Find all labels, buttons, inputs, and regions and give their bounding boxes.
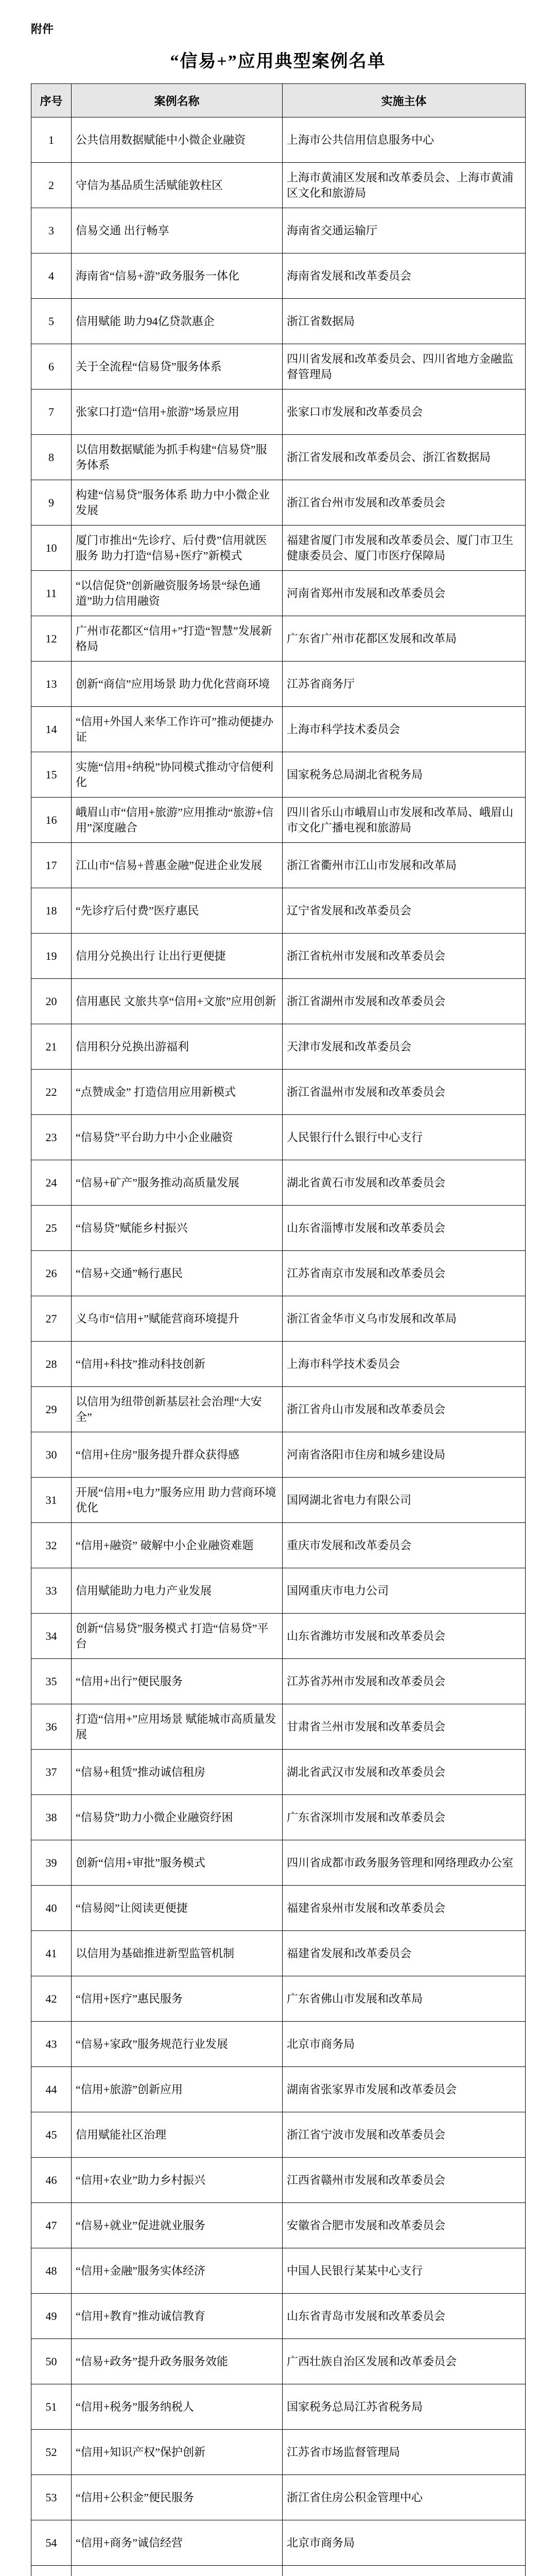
cell-no: 47 bbox=[31, 2203, 72, 2248]
cell-case-name: 守信为基品质生活赋能敦柱区 bbox=[72, 163, 283, 208]
cell-implementer: 广西壮族自治区发展和改革委员会 bbox=[283, 2339, 526, 2384]
cell-implementer: 浙江省杭州市发展和改革委员会 bbox=[283, 934, 526, 979]
cell-case-name: “信用+科技”推动科技创新 bbox=[72, 1342, 283, 1387]
cell-no: 26 bbox=[31, 1251, 72, 1296]
cell-no: 18 bbox=[31, 888, 72, 934]
cell-no: 3 bbox=[31, 208, 72, 253]
table-row bbox=[31, 2203, 526, 2248]
cell-implementer: 国网重庆市电力公司 bbox=[283, 1568, 526, 1614]
cell-no: 16 bbox=[31, 798, 72, 843]
cell-no: 2 bbox=[31, 163, 72, 208]
cell-no: 53 bbox=[31, 2475, 72, 2520]
cell-case-name: 实施“信用+纳税”协同模式推动守信便利化 bbox=[72, 752, 283, 798]
cell-no: 36 bbox=[31, 1704, 72, 1750]
cell-implementer: 甘肃省兰州市发展和改革委员会 bbox=[283, 1704, 526, 1750]
cell-implementer: 福建省发展和改革委员会 bbox=[283, 1931, 526, 1976]
table-row bbox=[31, 1206, 526, 1251]
cell-case-name: “信用+农业”助力乡村振兴 bbox=[72, 2158, 283, 2203]
cell-case-name: “信易贷”赋能乡村振兴 bbox=[72, 1206, 283, 1251]
table-row bbox=[31, 798, 526, 843]
table-row bbox=[31, 1659, 526, 1704]
cell-implementer: 江苏省苏州市发展和改革委员会 bbox=[283, 1659, 526, 1704]
cell-case-name: “信用+住房”服务提升群众获得感 bbox=[72, 1432, 283, 1478]
table-row bbox=[31, 2294, 526, 2339]
cell-implementer: 重庆市发展和改革委员会 bbox=[283, 1523, 526, 1568]
table-row bbox=[31, 662, 526, 707]
cell-no: 39 bbox=[31, 1840, 72, 1886]
cell-no: 45 bbox=[31, 2112, 72, 2158]
cell-implementer: 福建省厦门市发展和改革委员会、厦门市卫生健康委员会、厦门市医疗保障局 bbox=[283, 526, 526, 571]
cell-case-name: 创新“信用+审批”服务模式 bbox=[72, 1840, 283, 1886]
table-row bbox=[31, 1296, 526, 1342]
cell-no: 31 bbox=[31, 1478, 72, 1523]
cell-case-name: 厦门市推出“先诊疗、后付费”信用就医服务 助力打造“信易+医疗”新模式 bbox=[72, 526, 283, 571]
table-row bbox=[31, 1523, 526, 1568]
cell-case-name: 以信用为纽带创新基层社会治理“大安全” bbox=[72, 1387, 283, 1432]
table-row bbox=[31, 117, 526, 163]
cell-no: 30 bbox=[31, 1432, 72, 1478]
cell-case-name: “信用+教育”推动诚信教育 bbox=[72, 2294, 283, 2339]
cell-case-name: 广州市花都区“信用+”打造“智慧”发展新格局 bbox=[72, 616, 283, 662]
cell-no: 29 bbox=[31, 1387, 72, 1432]
cell-implementer: 江西省赣州市发展和改革委员会 bbox=[283, 2158, 526, 2203]
cell-no: 46 bbox=[31, 2158, 72, 2203]
cell-implementer: 江苏省市场监督管理局 bbox=[283, 2430, 526, 2475]
table-row bbox=[31, 888, 526, 934]
cell-no: 43 bbox=[31, 2022, 72, 2067]
cell-no: 25 bbox=[31, 1206, 72, 1251]
table-row bbox=[31, 1342, 526, 1387]
cell-implementer: 广东省广州市花都区发展和改革局 bbox=[283, 616, 526, 662]
cell-implementer: 海南省交通运输厅 bbox=[283, 208, 526, 253]
cell-case-name: “点赞成金” 打造信用应用新模式 bbox=[72, 1070, 283, 1115]
cell-no: 13 bbox=[31, 662, 72, 707]
cell-case-name: 信用分兑换出行 让出行更便捷 bbox=[72, 934, 283, 979]
cell-implementer: 四川省成都市政务服务管理和网络理政办公室 bbox=[283, 1840, 526, 1886]
cell-implementer: 浙江省衢州市江山市发展和改革局 bbox=[283, 843, 526, 888]
cell-case-name: “信用+税务”服务纳税人 bbox=[72, 2384, 283, 2430]
cell-no: 52 bbox=[31, 2430, 72, 2475]
cell-case-name: “信易+政务”提升政务服务效能 bbox=[72, 2339, 283, 2384]
table-row bbox=[31, 1614, 526, 1659]
column-header-case-name: 案例名称 bbox=[72, 84, 283, 117]
cell-case-name: 以信用为基础推进新型监管机制 bbox=[72, 1931, 283, 1976]
cell-no: 7 bbox=[31, 389, 72, 435]
cell-no: 19 bbox=[31, 934, 72, 979]
cell-no: 6 bbox=[31, 344, 72, 389]
cell-no: 14 bbox=[31, 707, 72, 752]
cell-no: 21 bbox=[31, 1024, 72, 1070]
table-row bbox=[31, 2248, 526, 2294]
table-row bbox=[31, 1160, 526, 1206]
cell-no: 38 bbox=[31, 1795, 72, 1840]
cell-implementer: 四川省乐山市峨眉山市发展和改革局、峨眉山市文化广播电视和旅游局 bbox=[283, 798, 526, 843]
cell-case-name: “信易+租赁”推动诚信租房 bbox=[72, 1750, 283, 1795]
cell-case-name: “信用+医疗”惠民服务 bbox=[72, 1976, 283, 2022]
table-row bbox=[31, 1251, 526, 1296]
cell-no: 49 bbox=[31, 2294, 72, 2339]
cell-implementer: 国家税务总局湖北省税务局 bbox=[283, 752, 526, 798]
cell-no: 28 bbox=[31, 1342, 72, 1387]
cell-case-name: 峨眉山市“信用+旅游”应用推动“旅游+信用”深度融合 bbox=[72, 798, 283, 843]
table-row bbox=[31, 1478, 526, 1523]
cell-implementer: 上海市科学技术委员会 bbox=[283, 1342, 526, 1387]
cell-no: 33 bbox=[31, 1568, 72, 1614]
table-row bbox=[31, 1568, 526, 1614]
cell-case-name: “信易+矿产”服务推动高质量发展 bbox=[72, 1160, 283, 1206]
table-row bbox=[31, 1840, 526, 1886]
column-header-implementer: 实施主体 bbox=[283, 84, 526, 117]
table-row bbox=[31, 1115, 526, 1160]
cell-case-name: 关于全流程“信易贷”服务体系 bbox=[72, 344, 283, 389]
table-row bbox=[31, 1750, 526, 1795]
cell-case-name: “信用+商务”诚信经营 bbox=[72, 2520, 283, 2566]
table-body bbox=[31, 117, 526, 2576]
cell-no: 44 bbox=[31, 2067, 72, 2112]
cell-case-name: “信易+交通”畅行惠民 bbox=[72, 1251, 283, 1296]
cell-case-name: “信易贷”平台助力中小企业融资 bbox=[72, 1115, 283, 1160]
attachment-label: 附件 bbox=[31, 23, 54, 36]
cell-implementer: 安徽省合肥市发展和改革委员会 bbox=[283, 2203, 526, 2248]
cell-case-name: 海南省“信易+游”政务服务一体化 bbox=[72, 253, 283, 299]
cell-case-name: “信易+家政”服务规范行业发展 bbox=[72, 2022, 283, 2067]
table-row bbox=[31, 1795, 526, 1840]
cell-case-name: “信用+外国人来华工作许可”推动便捷办证 bbox=[72, 707, 283, 752]
cell-no bbox=[31, 2566, 72, 2576]
cell-case-name: “以信促贷”创新融资服务场景“绿色通道”助力信用融资 bbox=[72, 571, 283, 616]
cell-implementer: 广东省佛山市发展和改革局 bbox=[283, 1976, 526, 2022]
cell-no: 4 bbox=[31, 253, 72, 299]
cell-no: 9 bbox=[31, 480, 72, 526]
cell-implementer: 辽宁省发展和改革委员会 bbox=[283, 888, 526, 934]
cell-implementer: 天津市发展和改革委员会 bbox=[283, 1024, 526, 1070]
table-row bbox=[31, 163, 526, 208]
cell-no: 23 bbox=[31, 1115, 72, 1160]
table-row bbox=[31, 208, 526, 253]
cell-no: 17 bbox=[31, 843, 72, 888]
cell-case-name: 信用积分兑换出游福利 bbox=[72, 1024, 283, 1070]
table-row bbox=[31, 1024, 526, 1070]
cell-implementer: 上海市黄浦区发展和改革委员会、上海市黄浦区文化和旅游局 bbox=[283, 163, 526, 208]
table-row bbox=[31, 2520, 526, 2566]
table-row bbox=[31, 344, 526, 389]
table-row bbox=[31, 1387, 526, 1432]
cell-no: 41 bbox=[31, 1931, 72, 1976]
cell-implementer: 湖北省武汉市发展和改革委员会 bbox=[283, 1750, 526, 1795]
cell-case-name: “信用+融资” 破解中小企业融资难题 bbox=[72, 1523, 283, 1568]
cell-implementer: 国家税务总局江苏省税务局 bbox=[283, 2384, 526, 2430]
cell-case-name: 信用赋能助力电力产业发展 bbox=[72, 1568, 283, 1614]
cell-implementer: 张家口市发展和改革委员会 bbox=[283, 389, 526, 435]
cell-implementer: 湖南省张家界市发展和改革委员会 bbox=[283, 2067, 526, 2112]
cell-implementer: 浙江省住房公积金管理中心 bbox=[283, 2475, 526, 2520]
cell-no: 37 bbox=[31, 1750, 72, 1795]
cell-no: 5 bbox=[31, 299, 72, 344]
cell-case-name: 张家口打造“信用+旅游”场景应用 bbox=[72, 389, 283, 435]
table-row bbox=[31, 2158, 526, 2203]
table-row bbox=[31, 389, 526, 435]
cell-case-name: “信易阅”让阅读更便捷 bbox=[72, 1886, 283, 1931]
table-row bbox=[31, 435, 526, 480]
cell-case-name: 信用赋能 助力94亿贷款惠企 bbox=[72, 299, 283, 344]
table-row bbox=[31, 1886, 526, 1931]
case-list-table bbox=[31, 83, 526, 2576]
table-row bbox=[31, 707, 526, 752]
cell-implementer: 河南省郑州市发展和改革委员会 bbox=[283, 571, 526, 616]
cell-no: 42 bbox=[31, 1976, 72, 2022]
table-row bbox=[31, 934, 526, 979]
page-title: “信易+”应用典型案例名单 bbox=[170, 52, 386, 71]
cell-implementer: 浙江省舟山市发展和改革委员会 bbox=[283, 1387, 526, 1432]
table-row bbox=[31, 2339, 526, 2384]
cell-implementer: 江苏省商务厅 bbox=[283, 662, 526, 707]
cell-no: 12 bbox=[31, 616, 72, 662]
cell-implementer bbox=[283, 2566, 526, 2576]
table-row bbox=[31, 1432, 526, 1478]
cell-case-name: 江山市“信易+普惠金融”促进企业发展 bbox=[72, 843, 283, 888]
cell-no: 10 bbox=[31, 526, 72, 571]
cell-implementer: 浙江省数据局 bbox=[283, 299, 526, 344]
cell-implementer: 浙江省湖州市发展和改革委员会 bbox=[283, 979, 526, 1024]
cell-implementer: 广东省深圳市发展和改革委员会 bbox=[283, 1795, 526, 1840]
cell-case-name: “信用+公积金”便民服务 bbox=[72, 2475, 283, 2520]
cell-no: 35 bbox=[31, 1659, 72, 1704]
cell-case-name: 信用赋能社区治理 bbox=[72, 2112, 283, 2158]
cell-case-name: 信用惠民 文旅共享“信用+文旅”应用创新 bbox=[72, 979, 283, 1024]
cell-implementer: 海南省发展和改革委员会 bbox=[283, 253, 526, 299]
cell-no: 40 bbox=[31, 1886, 72, 1931]
cell-implementer: 四川省发展和改革委员会、四川省地方金融监督管理局 bbox=[283, 344, 526, 389]
cell-implementer: 北京市商务局 bbox=[283, 2022, 526, 2067]
cell-no: 54 bbox=[31, 2520, 72, 2566]
cell-no: 50 bbox=[31, 2339, 72, 2384]
cell-case-name bbox=[72, 2566, 283, 2576]
cell-case-name: “信易+就业”促进就业服务 bbox=[72, 2203, 283, 2248]
table-row bbox=[31, 2022, 526, 2067]
table-row bbox=[31, 2430, 526, 2475]
table-row bbox=[31, 571, 526, 616]
table-header-row bbox=[31, 84, 526, 117]
cell-case-name: 公共信用数据赋能中小微企业融资 bbox=[72, 117, 283, 163]
cell-no: 1 bbox=[31, 117, 72, 163]
table-row bbox=[31, 1976, 526, 2022]
cell-implementer: 上海市科学技术委员会 bbox=[283, 707, 526, 752]
table-row bbox=[31, 2475, 526, 2520]
table-row bbox=[31, 480, 526, 526]
cell-no: 48 bbox=[31, 2248, 72, 2294]
cell-no: 15 bbox=[31, 752, 72, 798]
cell-implementer: 山东省淄博市发展和改革委员会 bbox=[283, 1206, 526, 1251]
table-row bbox=[31, 253, 526, 299]
cell-no: 24 bbox=[31, 1160, 72, 1206]
cell-case-name: 开展“信用+电力”服务应用 助力营商环境优化 bbox=[72, 1478, 283, 1523]
cell-case-name: “信用+金融”服务实体经济 bbox=[72, 2248, 283, 2294]
cell-implementer: 浙江省金华市义乌市发展和改革局 bbox=[283, 1296, 526, 1342]
cell-implementer: 中国人民银行某某中心支行 bbox=[283, 2248, 526, 2294]
cell-no: 20 bbox=[31, 979, 72, 1024]
cell-implementer: 河南省洛阳市住房和城乡建设局 bbox=[283, 1432, 526, 1478]
cell-case-name: “信用+知识产权”保护创新 bbox=[72, 2430, 283, 2475]
cell-no: 34 bbox=[31, 1614, 72, 1659]
cell-case-name: “信用+旅游”创新应用 bbox=[72, 2067, 283, 2112]
table-row bbox=[31, 2067, 526, 2112]
cell-no: 22 bbox=[31, 1070, 72, 1115]
column-header-no: 序号 bbox=[31, 84, 72, 117]
table-row bbox=[31, 1931, 526, 1976]
cell-case-name: 创新“商信”应用场景 助力优化营商环境 bbox=[72, 662, 283, 707]
cell-case-name: 构建“信易贷”服务体系 助力中小微企业发展 bbox=[72, 480, 283, 526]
cell-no: 11 bbox=[31, 571, 72, 616]
table-row bbox=[31, 979, 526, 1024]
table-row bbox=[31, 2384, 526, 2430]
cell-case-name: “信用+出行”便民服务 bbox=[72, 1659, 283, 1704]
cell-case-name: 以信用数据赋能为抓手构建“信易贷”服务体系 bbox=[72, 435, 283, 480]
cell-implementer: 福建省泉州市发展和改革委员会 bbox=[283, 1886, 526, 1931]
cell-implementer: 浙江省发展和改革委员会、浙江省数据局 bbox=[283, 435, 526, 480]
cell-case-name: 打造“信用+”应用场景 赋能城市高质量发展 bbox=[72, 1704, 283, 1750]
cell-implementer: 山东省潍坊市发展和改革委员会 bbox=[283, 1614, 526, 1659]
cell-implementer: 上海市公共信用信息服务中心 bbox=[283, 117, 526, 163]
table-row bbox=[31, 1704, 526, 1750]
cell-implementer: 人民银行什么银行中心支行 bbox=[283, 1115, 526, 1160]
table-row bbox=[31, 299, 526, 344]
cell-implementer: 国网湖北省电力有限公司 bbox=[283, 1478, 526, 1523]
cell-case-name: 信易交通 出行畅享 bbox=[72, 208, 283, 253]
cell-case-name: 义乌市“信用+”赋能营商环境提升 bbox=[72, 1296, 283, 1342]
table-row bbox=[31, 526, 526, 571]
cell-no: 32 bbox=[31, 1523, 72, 1568]
cell-no: 27 bbox=[31, 1296, 72, 1342]
table-row bbox=[31, 616, 526, 662]
cell-implementer: 山东省青岛市发展和改革委员会 bbox=[283, 2294, 526, 2339]
cell-case-name: 创新“信易贷”服务模式 打造“信易贷”平台 bbox=[72, 1614, 283, 1659]
cell-implementer: 湖北省黄石市发展和改革委员会 bbox=[283, 1160, 526, 1206]
cell-implementer: 浙江省台州市发展和改革委员会 bbox=[283, 480, 526, 526]
cell-case-name: “先诊疗后付费”医疗惠民 bbox=[72, 888, 283, 934]
cell-implementer: 江苏省南京市发展和改革委员会 bbox=[283, 1251, 526, 1296]
cell-implementer: 浙江省宁波市发展和改革委员会 bbox=[283, 2112, 526, 2158]
table-row bbox=[31, 1070, 526, 1115]
table-row bbox=[31, 752, 526, 798]
table-row bbox=[31, 2566, 526, 2576]
cell-no: 51 bbox=[31, 2384, 72, 2430]
table-row bbox=[31, 2112, 526, 2158]
cell-case-name: “信易贷”助力小微企业融资纾困 bbox=[72, 1795, 283, 1840]
cell-implementer: 北京市商务局 bbox=[283, 2520, 526, 2566]
table-row bbox=[31, 843, 526, 888]
cell-implementer: 浙江省温州市发展和改革委员会 bbox=[283, 1070, 526, 1115]
cell-no: 8 bbox=[31, 435, 72, 480]
